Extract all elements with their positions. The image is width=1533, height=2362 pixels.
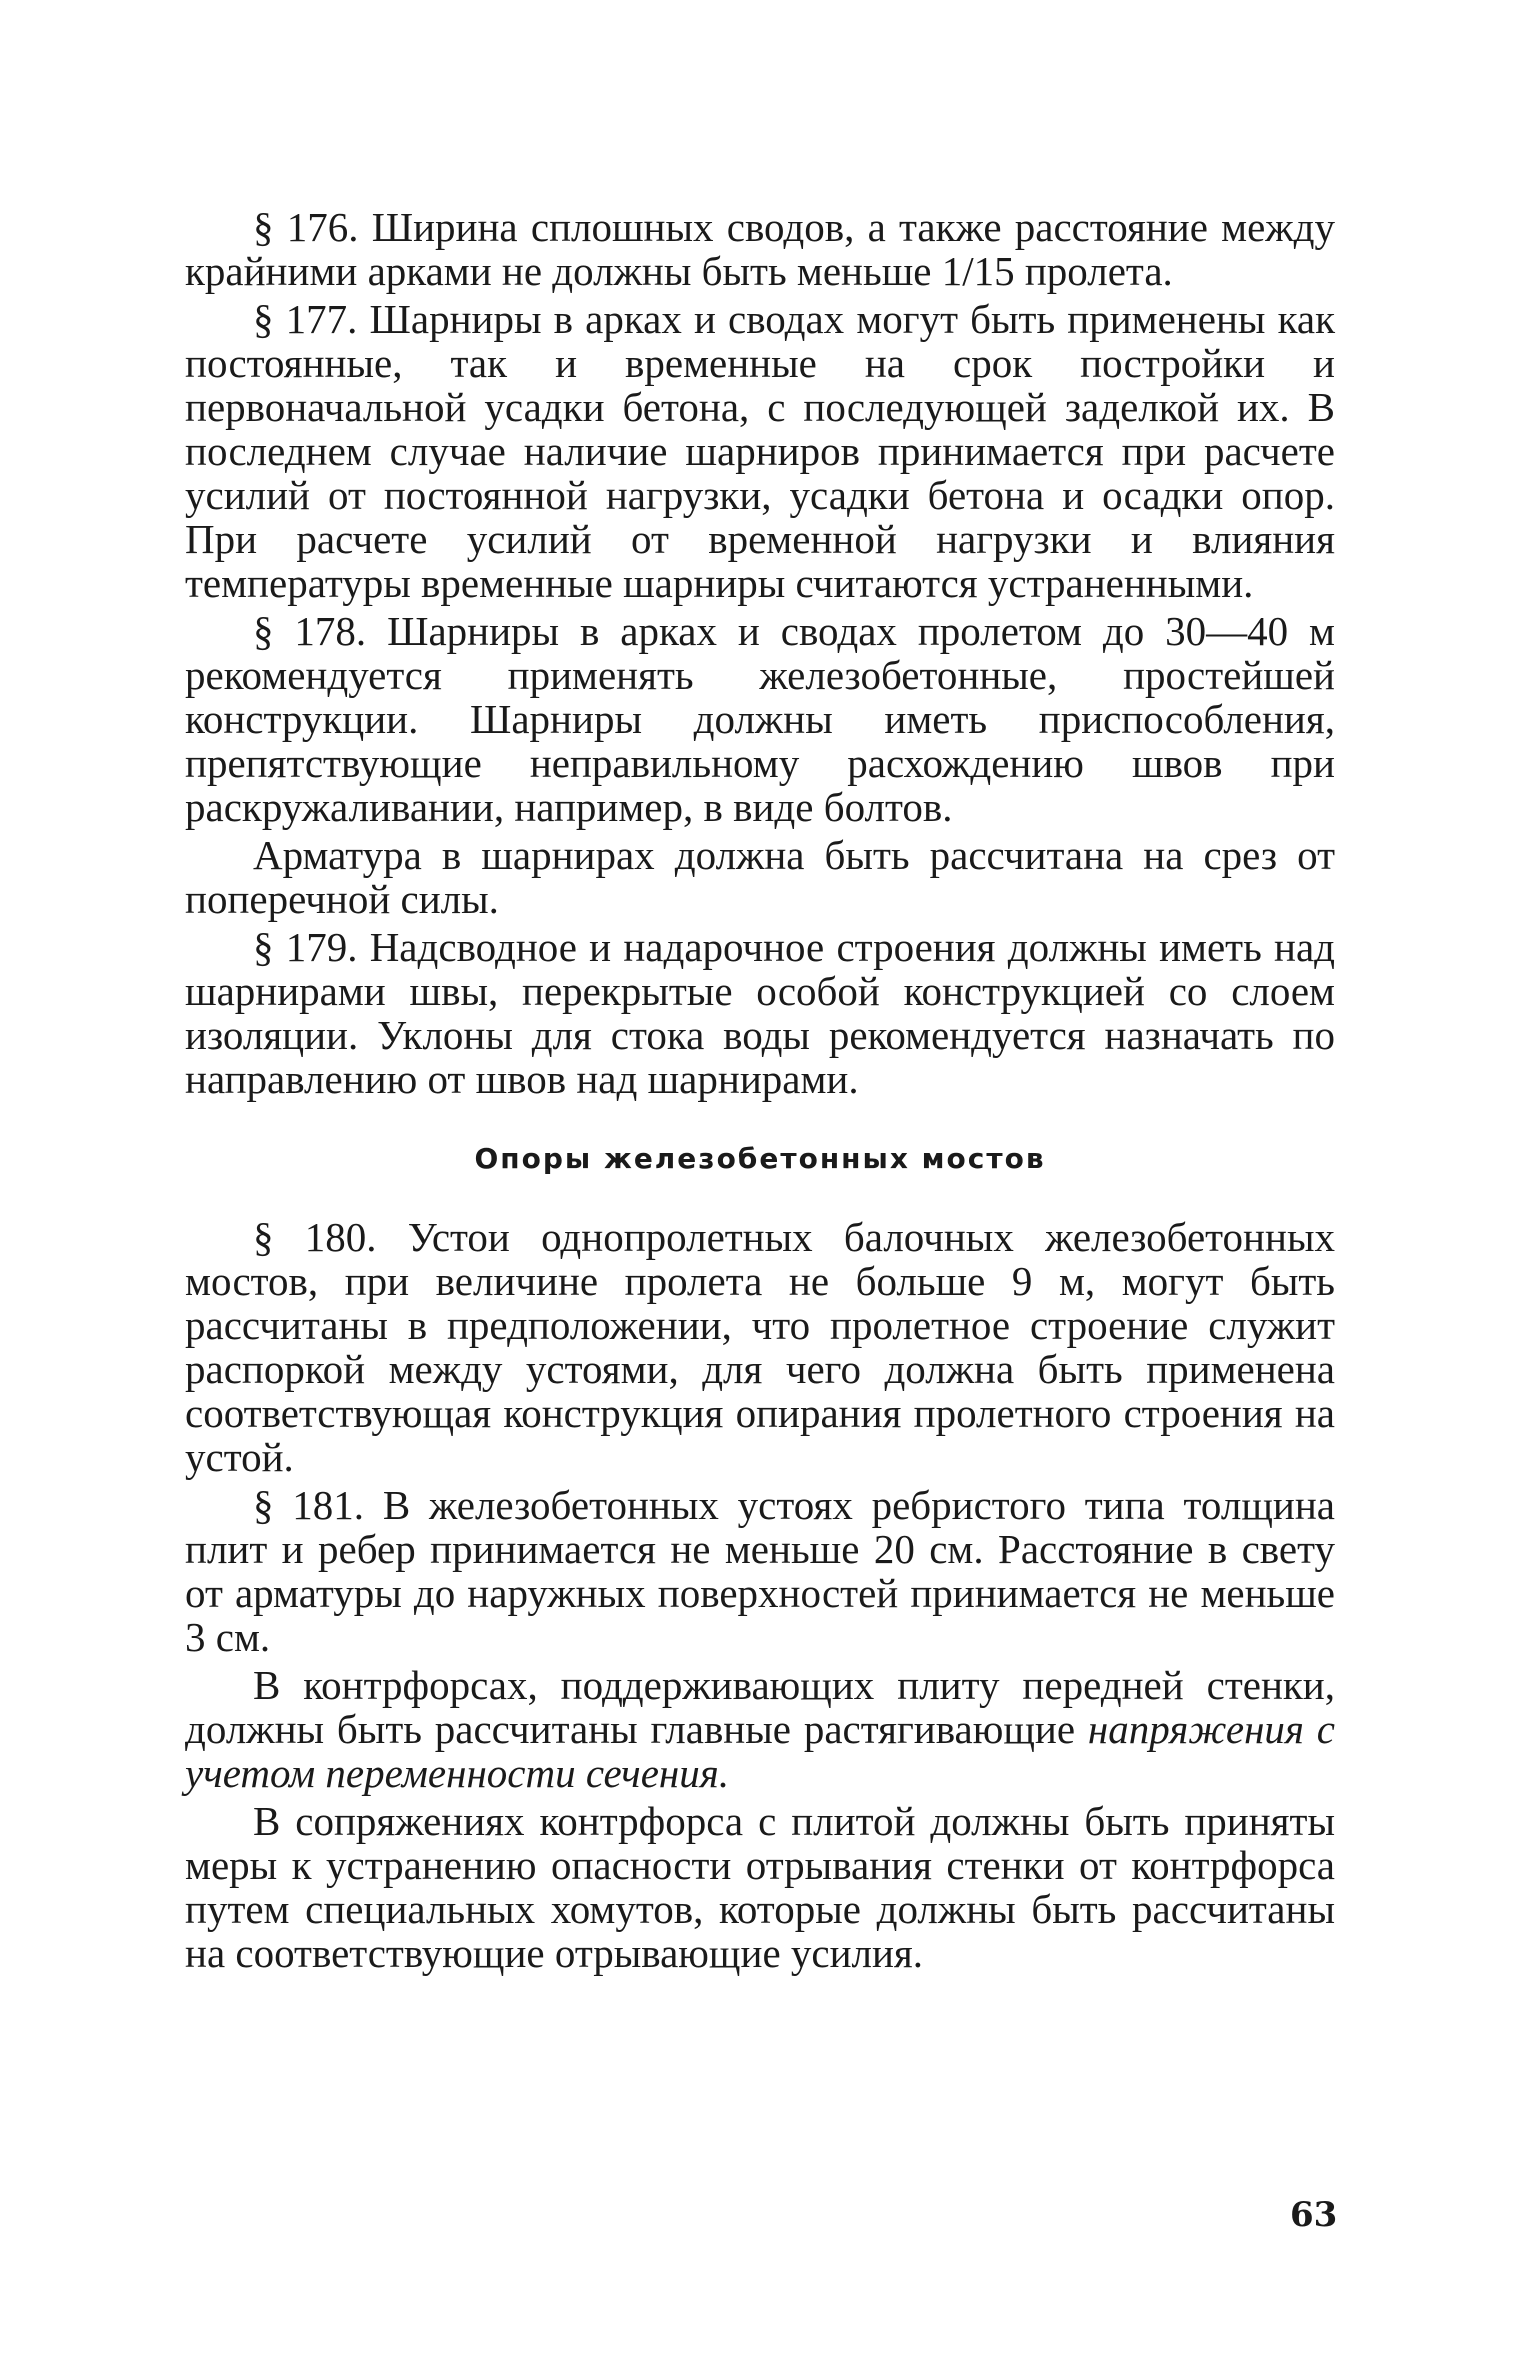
paragraph-176: § 176. Ширина сплошных сводов, а также расстояние между крайними арками не должны быть меньше 1/15 пролета. <box>185 204 1335 294</box>
paragraph-181: § 181. В железобетонных устоях ребристого типа толщина плит и ребер принимается не меньше 20 см. Расстояние в свету от арматуры до наружных поверхностей принимается не меньше 3 см. <box>185 1482 1335 1660</box>
paragraph-contrforts <box>185 1663 1335 1795</box>
page-number: 63 <box>1290 2195 1338 2235</box>
page-body <box>185 205 1335 1979</box>
paragraph-177: § 177. Шарниры в арках и сводах могут быть применены как постоянные, так и временные на срок постройки и первоначальной усадки бетона, с последующей заделкой их. В последнем случае наличие шарниров принимается при расчете усилий от постоянной нагрузки, усадки бетона и осадки опор. При расчете усилий от временной нагрузки и влияния температуры временные шарниры считаются устраненными. <box>185 296 1335 606</box>
paragraph-contrforts-italic: напряжения с учетом переменности сечения. <box>185 1706 1336 1796</box>
paragraph-180: § 180. Устои однопролетных балочных железобетонных мостов, при величине пролета не больше 9 м, могут быть рассчитаны в предположении, что пролетное строение служит распоркой между устоями, для чего должна быть применена соответствующая конструкция опирания пролетного строения на устой. <box>185 1214 1335 1480</box>
paragraph-178: § 178. Шарниры в арках и сводах пролетом до 30—40 м рекомендуется применять железобетонные, простейшей конструкции. Шарниры должны иметь приспособления, препятствующие неправильному расхождению швов при раскружаливании, например, в виде болтов. <box>185 608 1335 830</box>
paragraph-179: § 179. Надсводное и надарочное строения должны иметь над шарнирами швы, перекрытые особой конструкцией со слоем изоляции. Уклоны для стока воды рекомендуется назначать по направлению от швов над шарнирами. <box>185 924 1335 1102</box>
paragraph-contrforts-text: В контрфорсах, поддерживающих плиту передней стенки, должны быть рассчитаны главные растягивающие <box>185 1662 1335 1752</box>
paragraph-junctions: В сопряжениях контрфорса с плитой должны быть приняты меры к устранению опасности отрывания стенки от контрфорса путем специальных хомутов, которые должны быть рассчитаны на соответствующие отрывающие усилия. <box>185 1798 1335 1976</box>
section-heading: Опоры железобетонных мостов <box>474 1142 1046 1175</box>
paragraph-178-reinforcement: Арматура в шарнирах должна быть рассчитана на срез от поперечной силы. <box>185 832 1335 922</box>
